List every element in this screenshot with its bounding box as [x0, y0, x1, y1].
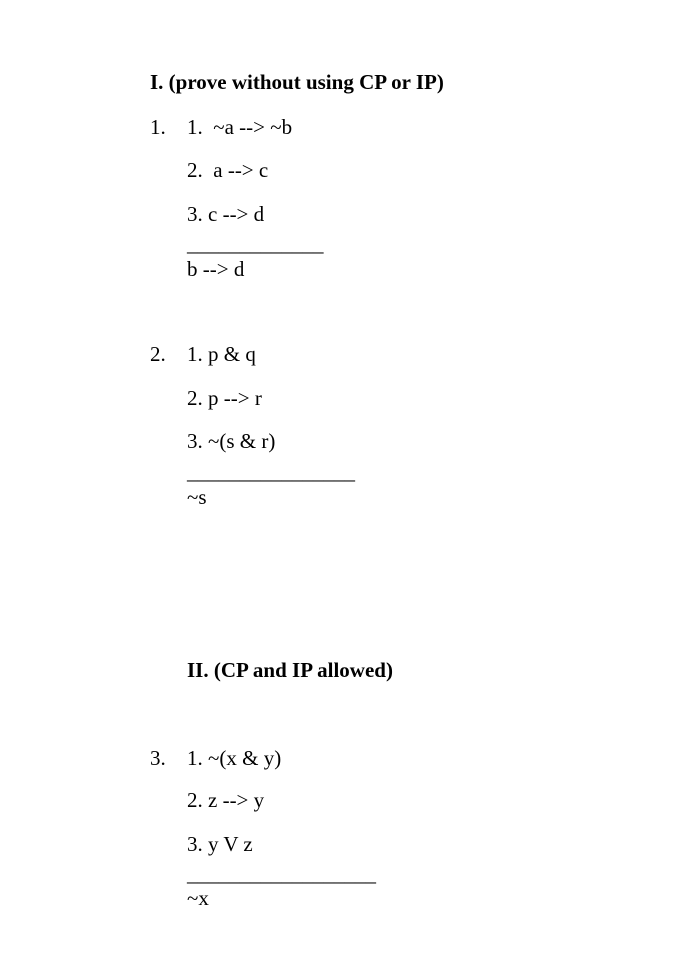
problem-3-premise-1: 1. ~(x & y): [187, 746, 282, 770]
problem-2-rule: ________________: [187, 460, 355, 484]
problem-3-number: 3.: [150, 746, 166, 770]
problem-2-premise-1: 1. p & q: [187, 342, 256, 366]
section-1-heading: I. (prove without using CP or IP): [150, 70, 444, 94]
problem-3-premise-3: 3. y V z: [187, 832, 253, 856]
problem-1-number: 1.: [150, 115, 166, 139]
problem-2-conclusion: ~s: [187, 485, 207, 509]
problem-1-conclusion: b --> d: [187, 257, 245, 281]
problem-2-number: 2.: [150, 342, 166, 366]
problem-2-premise-2: 2. p --> r: [187, 386, 262, 410]
problem-1-rule: _____________: [187, 232, 324, 256]
problem-3-premise-2: 2. z --> y: [187, 788, 265, 812]
problem-1-premise-1: 1. ~a --> ~b: [187, 115, 293, 139]
problem-1-premise-3: 3. c --> d: [187, 202, 265, 226]
problem-3-conclusion: ~x: [187, 886, 209, 910]
problem-2-premise-3: 3. ~(s & r): [187, 429, 276, 453]
section-2-heading: II. (CP and IP allowed): [187, 658, 393, 682]
problem-3-rule: __________________: [187, 862, 376, 886]
problem-1-premise-2: 2. a --> c: [187, 158, 269, 182]
